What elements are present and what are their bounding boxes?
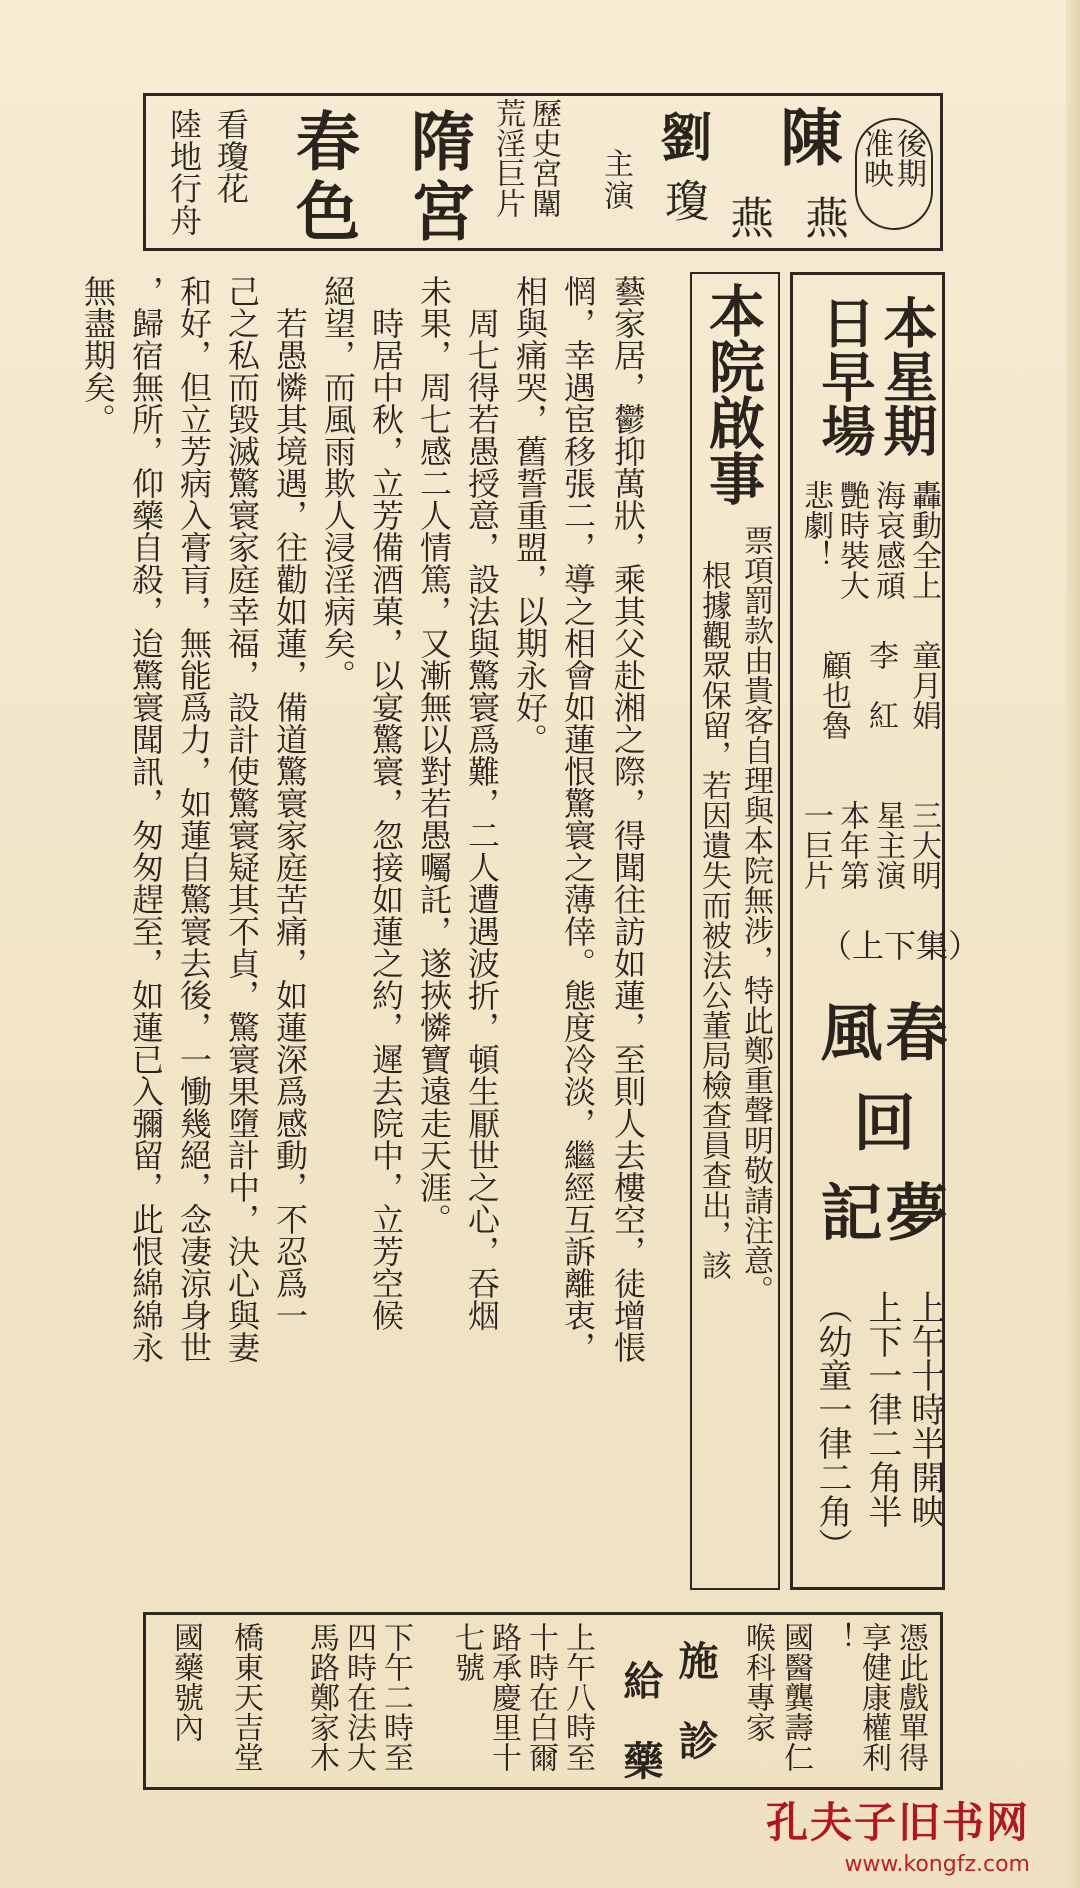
stars-line-1: 三大明 [906,800,941,890]
this-week-label: 本星期 [875,295,939,457]
header-title-chen: 陳 [770,105,843,167]
footer-col-12: 下午二時至 [378,1622,413,1772]
story-col-9: 己之私而毀滅驚寰家庭幸福，設計使驚寰疑其不貞，驚寰果墮計中，決心與妻 [223,275,261,1363]
footer-col-1: 憑此戲單得 [893,1622,928,1772]
stars-line-4: 一巨片 [798,800,833,890]
footer-col-2: 享健康權利 [856,1622,891,1772]
footer-col-4: 國醫龔壽仁 [778,1622,813,1772]
cast-line-3: 顧也魯 [816,650,851,740]
film-desc-2: 荒淫巨片 [490,98,525,218]
sunday-morning-label: 日早場 [813,295,877,457]
cast-line-1: 童月娟 [906,640,941,730]
paper-edge [1066,0,1080,1888]
cast-line-2: 李 紅 [863,640,898,730]
promo-line-3: 艷時裝大 [834,480,869,600]
footer-col-8: 上午八時至 [560,1622,595,1772]
film-title-feng: 風 [810,1000,883,1062]
footer-col-9: 十時在白爾 [523,1622,558,1772]
title-se: 色 [285,178,360,242]
footer-col-10: 路承慶里十 [486,1622,521,1772]
film-title-hui: 回 [843,1090,916,1152]
later-screening-label-1: 後期 [891,128,926,188]
film-title-ji: 記 [810,1180,883,1242]
watermark [570,1790,1030,1880]
footer-col-5: 喉科專家 [740,1622,775,1742]
show-time: 上午十時半開映 [905,1290,945,1528]
watermark-url: www.kongfz.com [844,1852,1030,1877]
actor-liu: 劉 [651,110,712,162]
sub-title-2: 陸地行舟 [165,108,203,236]
story-col-10: 和好，但立芳病入膏肓，無能爲力，如蓮自驚寰去後，一慟幾絕，念凄涼身世 [175,275,213,1363]
footer-col-11: 七號 [449,1622,484,1682]
parts-label: （上下集） [820,927,981,965]
story-col-6: 時居中秋，立芳備酒菓，以宴驚寰，忽接如蓮之約，遲去院中，立芳空候 [367,275,405,1331]
title-gong: 宮 [400,178,475,242]
announcement-title: 本院啟事 [700,282,766,506]
header-title-yan: 燕 [797,195,848,239]
ticket-price: 上下一律二角半 [862,1290,902,1528]
footer-col-16: 國藥號內 [168,1622,203,1742]
story-col-1: 藝家居，鬱抑萬狀，乘其父赴湘之際，得聞往訪如蓮，至則人去樓空，徒增悵 [609,275,647,1363]
film-desc-1: 歷史宮闈 [526,98,561,218]
promo-line-4: 悲劇！ [798,480,833,570]
footer-col-7: 給 藥 [617,1660,664,1780]
film-title-meng: 夢 [875,1180,948,1242]
story-col-7: 絕望，而風雨欺人浸淫病矣。 [319,275,357,691]
watermark-text: 孔夫子旧书网 [765,1798,1030,1847]
actor-yan2: 燕 [722,195,773,239]
announcement-col-1: 根據觀眾保留，若因遺失而被法公董局檢查員查出，該 [696,560,731,1280]
stars-line-2: 星主演 [870,800,905,890]
story-col-4: 周七得若愚授意，設法與驚寰爲難，二人遭遇波折，頓生厭世之心，吞烟 [463,275,501,1331]
footer-col-13: 四時在法大 [341,1622,376,1772]
later-screening-label-2: 准映 [858,128,893,188]
starring-label-2: 演 [598,180,633,210]
actor-qiong: 瓊 [657,178,708,222]
story-col-12: 無盡期矣。 [79,275,117,435]
footer-col-15: 橋東天吉堂 [228,1622,263,1772]
stars-line-3: 本年第 [834,800,869,890]
title-sui: 隋 [400,108,475,172]
sub-title-1: 看瓊花 [212,108,250,204]
story-col-2: 惘，幸遇宦移張二，導之相會如蓮恨驚寰之薄倖。態度冷淡，繼經互訴離衷， [559,275,597,1363]
footer-col-3: ！ [820,1622,855,1652]
promo-line-2: 海哀感頑 [870,480,905,600]
title-chun: 春 [285,108,360,172]
promo-line-1: 轟動全上 [906,480,941,600]
starring-label-1: 主 [598,148,633,178]
footer-col-14: 馬路鄭家木 [304,1622,339,1772]
film-title-chun: 春 [875,1000,948,1062]
story-col-11: ，歸宿無所，仰藥自殺，迨驚寰聞訊，匆匆趕至，如蓮已入彌留，此恨綿綿永 [127,275,165,1363]
footer-col-6: 施 診 [672,1640,719,1760]
story-col-8: 若愚憐其境遇，往勸如蓮，備道驚寰家庭苦痛，如蓮深爲感動，不忍爲一 [271,275,309,1331]
announcement-col-2: 票項罰款由貴客自理與本院無涉，特此鄭重聲明敬請注意。 [738,525,773,1305]
story-col-3: 相與痛哭，舊誓重盟，以期永好。 [511,275,549,755]
story-col-5: 未果，周七感二人情篤，又漸無以對若愚囑託，遂挾憐寶遠走天涯。 [415,275,453,1235]
child-price: （幼童一律二角） [812,1290,852,1562]
